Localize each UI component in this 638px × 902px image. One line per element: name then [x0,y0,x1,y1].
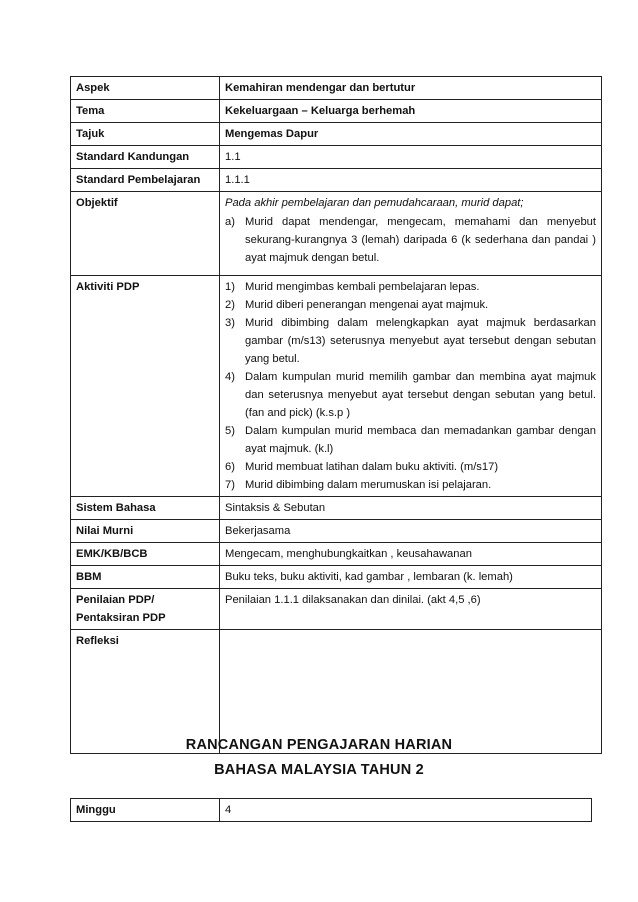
value-tema: Kekeluargaan – Keluarga berhemah [220,100,602,123]
list-text: Murid dibimbing dalam melengkapkan ayat majmuk berdasarkan gambar (m/s13) seterusnya menyebut ayat tersebut dengan sebutan yang betul. [245,317,596,365]
row-nilai-murni [71,520,602,543]
value-standard-pembelajaran: 1.1.1 [220,169,602,192]
list-item [225,296,596,314]
label-standard-pembelajaran: Standard Pembelajaran [71,169,220,192]
page-title-line1: RANCANGAN PENGAJARAN HARIAN [185,737,453,753]
row-bbm [71,566,602,589]
label-sistem-bahasa: Sistem Bahasa [71,497,220,520]
list-item [225,213,596,267]
label-penilaian-line1: Penilaian PDP/ [76,594,155,606]
list-marker: 7) [225,479,235,491]
row-sistem-bahasa [71,497,602,520]
label-tema: Tema [71,100,220,123]
label-standard-kandungan: Standard Kandungan [71,146,220,169]
list-text: Dalam kumpulan murid memilih gambar dan membina ayat majmuk dan seterusnya menyebut ayat tersebut dengan sebutan yang betul. (fan and pick) (k.s.p ) [245,371,596,419]
value-penilaian: Penilaian 1.1.1 dilaksanakan dan dinilai. (akt 4,5 ,6) [220,589,602,630]
label-penilaian [71,589,220,630]
list-marker: 6) [225,461,235,473]
value-objektif [220,192,602,276]
list-item [225,422,596,458]
list-text: Murid membuat latihan dalam buku aktiviti. (m/s17) [245,461,499,473]
list-item [225,458,596,476]
value-aspek: Kemahiran mendengar dan bertutur [220,77,602,100]
row-tajuk [71,123,602,146]
list-item [225,476,596,494]
label-refleksi: Refleksi [71,630,220,754]
row-minggu [71,799,592,822]
minggu-table [70,798,592,822]
label-objektif: Objektif [71,192,220,276]
list-marker: 3) [225,317,235,329]
list-item [225,314,596,368]
list-marker: a) [225,216,235,228]
lesson-plan-table [70,76,602,754]
list-item [225,368,596,422]
aktiviti-list [225,278,596,494]
label-tajuk: Tajuk [71,123,220,146]
list-marker: 5) [225,425,235,437]
label-emk: EMK/KB/BCB [71,543,220,566]
value-tajuk: Mengemas Dapur [220,123,602,146]
page-title-line2: BAHASA MALAYSIA TAHUN 2 [214,762,424,778]
label-minggu: Minggu [71,799,220,822]
row-emk [71,543,602,566]
value-sistem-bahasa: Sintaksis & Sebutan [220,497,602,520]
value-minggu: 4 [220,799,592,822]
list-text: Dalam kumpulan murid membaca dan memadankan gambar dengan ayat majmuk. (k.l) [245,425,596,455]
value-standard-kandungan: 1.1 [220,146,602,169]
label-nilai-murni: Nilai Murni [71,520,220,543]
label-aktiviti: Aktiviti PDP [71,276,220,497]
row-tema [71,100,602,123]
objektif-intro: Pada akhir pembelajaran dan pemudahcaraan, murid dapat; [225,197,524,209]
list-marker: 2) [225,299,235,311]
list-text: Murid dibimbing dalam merumuskan isi pelajaran. [245,479,492,491]
row-aspek [71,77,602,100]
row-objektif [71,192,602,276]
list-text: Murid dapat mendengar, mengecam, memahami dan menyebut sekurang-kurangnya 3 (lemah) daripada 6 (k sederhana dan pandai ) ayat majmuk dengan betul. [245,216,596,264]
list-text: Murid diberi penerangan mengenai ayat majmuk. [245,299,489,311]
value-aktiviti [220,276,602,497]
objektif-list [225,213,596,267]
row-standard-kandungan [71,146,602,169]
value-refleksi [220,630,602,754]
label-aspek: Aspek [71,77,220,100]
value-bbm: Buku teks, buku aktiviti, kad gambar , lembaran (k. lemah) [220,566,602,589]
row-penilaian [71,589,602,630]
value-nilai-murni: Bekerjasama [220,520,602,543]
list-marker: 4) [225,371,235,383]
row-refleksi [71,630,602,754]
row-aktiviti [71,276,602,497]
list-marker: 1) [225,281,235,293]
list-item [225,278,596,296]
label-penilaian-line2: Pentaksiran PDP [76,612,166,624]
row-standard-pembelajaran [71,169,602,192]
label-bbm: BBM [71,566,220,589]
value-emk: Mengecam, menghubungkaitkan , keusahawanan [220,543,602,566]
list-text: Murid mengimbas kembali pembelajaran lepas. [245,281,480,293]
